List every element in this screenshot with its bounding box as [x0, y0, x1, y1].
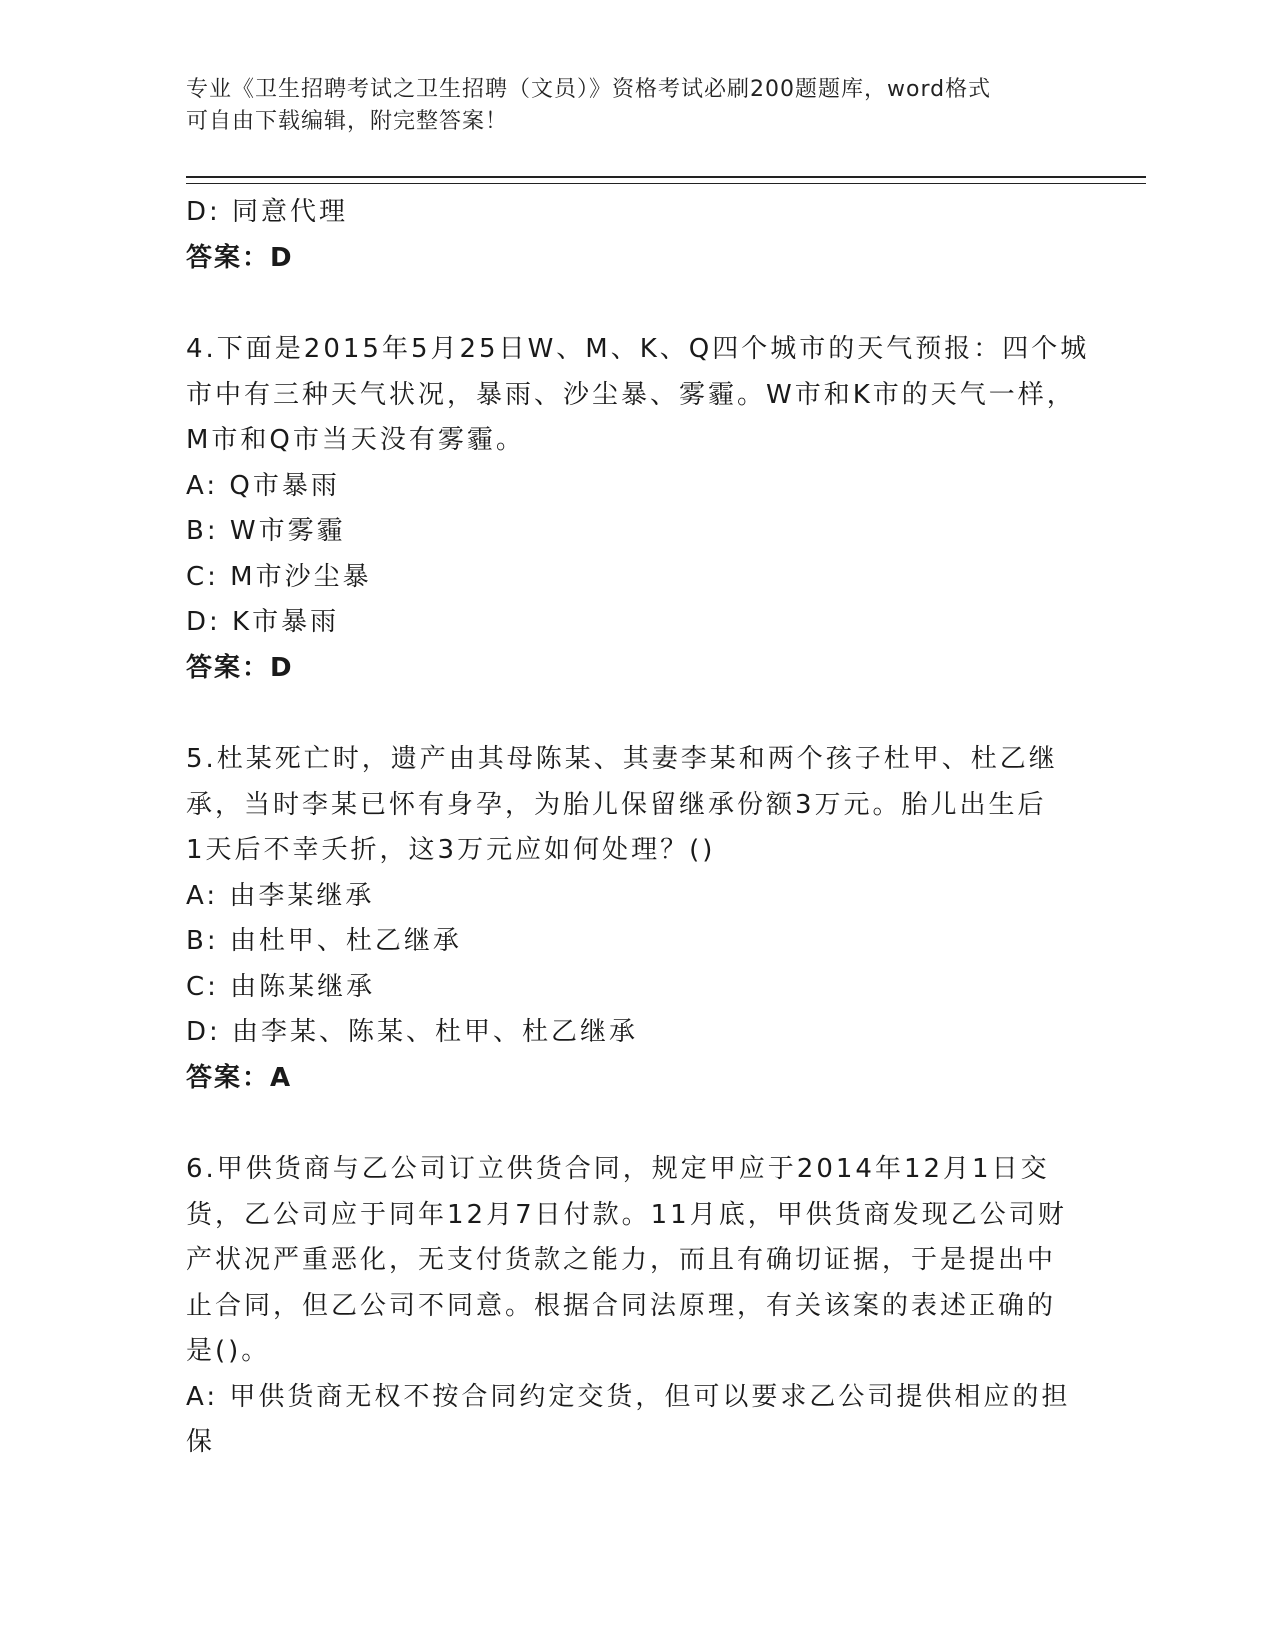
- header-line-2: 可自由下载编辑，附完整答案！: [186, 109, 509, 134]
- question-5: [186, 737, 1066, 1101]
- question-stem-line: 止合同，但乙公司不同意。根据合同法原理，有关该案的表述正确的: [186, 1290, 1057, 1321]
- spacer: [186, 1101, 1066, 1147]
- option-a: A: Q市暴雨: [186, 470, 340, 501]
- question-stem-line: 产状况严重恶化，无支付货款之能力，而且有确切证据，于是提出中: [186, 1245, 1057, 1275]
- document-body: [186, 190, 1090, 1466]
- question-stem-line: 是()。: [186, 1336, 271, 1366]
- question-6: [186, 1147, 1071, 1466]
- document-header: [186, 74, 1066, 138]
- question-stem-line: 6.甲供货商与乙公司订立供货合同，规定甲应于2014年12月1日交: [186, 1154, 1050, 1184]
- option-a: A: 甲供货商无权不按合同约定交货，但可以要求乙公司提供相应的担: [186, 1381, 1071, 1412]
- option-a-continued: 保: [186, 1427, 216, 1457]
- option-b: B: 由杜甲、杜乙继承: [186, 926, 462, 956]
- spacer: [186, 691, 1066, 737]
- option-b: B: W市雾霾: [186, 516, 346, 546]
- answer: 答案：D: [186, 242, 294, 273]
- spacer: [186, 281, 1066, 327]
- option-d: D: 由李某、陈某、杜甲、杜乙继承: [186, 1017, 639, 1047]
- question-stem-line: 市中有三种天气状况，暴雨、沙尘暴、雾霾。W市和K市的天气一样，: [186, 379, 1076, 410]
- question-stem-line: M市和Q市当天没有雾霾。: [186, 425, 525, 455]
- option-c: C: 由陈某继承: [186, 971, 376, 1002]
- header-divider: [186, 176, 1146, 184]
- question-stem-line: 承，当时李某已怀有身孕，为胎儿保留继承份额3万元。胎儿出生后: [186, 789, 1047, 820]
- option-d: D: 同意代理: [186, 197, 349, 227]
- question-stem-line: 4.下面是2015年5月25日W、M、K、Q四个城市的天气预报：四个城: [186, 334, 1090, 364]
- question-stem-line: 1天后不幸夭折，这3万元应如何处理？(): [186, 835, 716, 865]
- question-4: [186, 327, 1090, 691]
- answer: 答案：A: [186, 1062, 293, 1093]
- option-a: A: 由李某继承: [186, 880, 375, 911]
- option-c: C: M市沙尘暴: [186, 561, 372, 592]
- question-stem-line: 货，乙公司应于同年12月7日付款。11月底，甲供货商发现乙公司财: [186, 1199, 1067, 1230]
- option-d: D: K市暴雨: [186, 607, 340, 637]
- question-stem-line: 5.杜某死亡时，遗产由其母陈某、其妻李某和两个孩子杜甲、杜乙继: [186, 744, 1058, 774]
- answer: 答案：D: [186, 652, 294, 683]
- header-line-1: 专业《卫生招聘考试之卫生招聘（文员）》资格考试必刷200题题库，word格式: [186, 77, 992, 102]
